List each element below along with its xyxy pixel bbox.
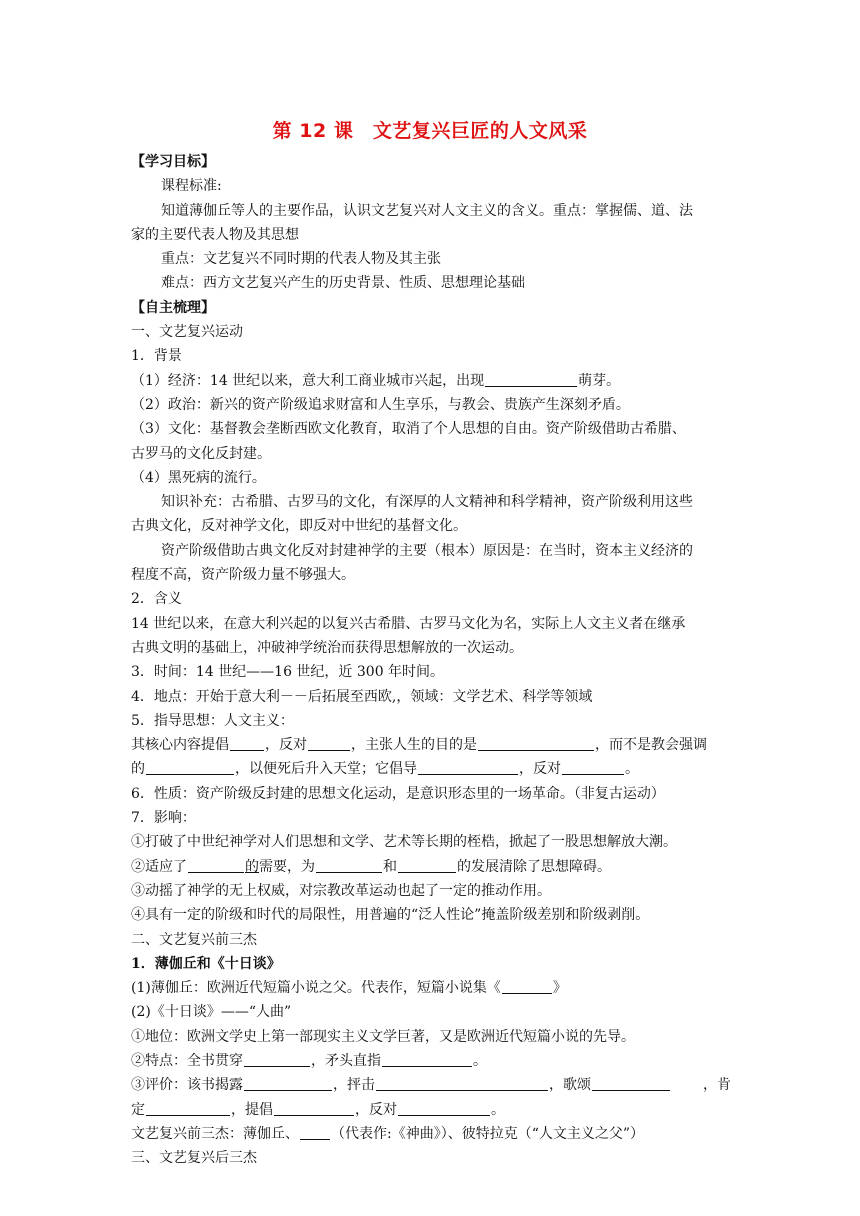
influence-item-3: ③动摇了神学的无上权威，对宗教改革运动也起了一定的推动作用。 (131, 882, 551, 899)
boccaccio-heading: 1．薄伽丘和《十日谈》 (131, 955, 281, 972)
core-blank-3[interactable] (478, 735, 594, 751)
evaluation-blank-4[interactable] (146, 1100, 230, 1116)
evaluation-text-end: ，肯 (703, 1077, 731, 1094)
influence-item-2 (131, 855, 731, 879)
evaluation-text: ，反对 (355, 1101, 397, 1118)
influence-text: 的 (245, 858, 259, 875)
core-blank-6[interactable] (562, 759, 624, 775)
core-line-2 (131, 757, 731, 781)
core-text: 。 (625, 761, 639, 778)
features-text: ，矛头直指 (311, 1052, 381, 1069)
core-text: ，反对 (265, 737, 307, 754)
evaluation-line-1 (131, 1073, 731, 1097)
background-heading: 1．背景 (131, 348, 182, 365)
core-blank-1[interactable] (230, 735, 264, 751)
influence-text: 和 (383, 858, 397, 875)
core-text: ，主张人生的目的是 (351, 737, 477, 754)
part1-heading: 一、文艺复兴运动 (131, 324, 243, 341)
core-blank-4[interactable] (146, 759, 234, 775)
page-title: 第 12 课 文艺复兴巨匠的人文风采 (272, 120, 588, 142)
features-text: ②特点：全书贯穿 (131, 1052, 243, 1069)
three-masters-line (131, 1122, 731, 1146)
meaning-line-2: 古典文明的基础上，冲破神学统治而获得思想解放的一次运动。 (131, 639, 523, 656)
influence-heading: 7．影响： (131, 810, 196, 827)
culture-line-2: 古罗马的文化反封建。 (131, 445, 271, 462)
meaning-line-1: 14 世纪以来，在意大利兴起的以复兴古希腊、古罗马文化为名，实际上人文主义者在继承 (131, 615, 686, 632)
document-body (131, 150, 731, 1170)
review-heading: 【自主梳理】 (131, 299, 215, 316)
evaluation-text: ，歌颂 (549, 1077, 591, 1094)
part2-heading: 二、文艺复兴前三杰 (131, 931, 257, 948)
features-line (131, 1049, 731, 1073)
influence-blank-3[interactable] (398, 857, 456, 873)
evaluation-text: ，抨击 (333, 1077, 375, 1094)
economy-text: （1）经济：14 世纪以来，意大利工商业城市兴起，出现 (131, 372, 485, 389)
influence-item-1: ①打破了中世纪神学对人们思想和文学、艺术等长期的桎梏，掀起了一股思想解放大潮。 (131, 834, 677, 851)
thought-heading: 5．指导思想：人文主义： (131, 712, 294, 729)
evaluation-blank-5[interactable] (274, 1100, 354, 1116)
key-point: 重点：文艺复兴不同时期的代表人物及其主张 (161, 251, 441, 268)
core-line-1 (131, 733, 731, 757)
decameron-heading: (2)《十日谈》——“人曲” (131, 1004, 292, 1021)
meaning-heading: 2．含义 (131, 591, 182, 608)
evaluation-blank-3[interactable] (592, 1075, 670, 1091)
standard-text-line-1: 知道薄伽丘等人的主要作品，认识文艺复兴对人文主义的含义。重点：掌握儒、道、法 (161, 202, 693, 219)
reason-line-2: 程度不高，资产阶级力量不够强大。 (131, 567, 355, 584)
core-blank-2[interactable] (308, 735, 350, 751)
goals-heading: 【学习目标】 (131, 154, 215, 170)
boccaccio-blank[interactable] (502, 978, 552, 994)
features-blank-2[interactable] (382, 1051, 472, 1067)
core-text: 的 (131, 761, 145, 778)
part3-heading: 三、文艺复兴后三杰 (131, 1150, 257, 1167)
influence-blank-1[interactable] (188, 857, 244, 873)
status-line: ①地位：欧洲文学史上第一部现实主义文学巨著，又是欧洲近代短篇小说的先导。 (131, 1028, 635, 1045)
influence-item-4: ④具有一定的阶级和时代的局限性，用普遍的“泛人性论”掩盖阶级差别和阶级剥削。 (131, 907, 650, 924)
economy-blank[interactable] (485, 371, 577, 387)
core-text: ，而不是教会强调 (595, 737, 707, 754)
evaluation-text: ③评价：该书揭露 (131, 1077, 243, 1094)
evaluation-line-2 (131, 1098, 731, 1122)
evaluation-blank-1[interactable] (244, 1075, 332, 1091)
evaluation-text: 。 (491, 1101, 505, 1118)
core-blank-5[interactable] (418, 759, 518, 775)
core-text: 其核心内容提倡 (131, 737, 229, 754)
supplement-line-1: 知识补充：古希腊、古罗马的文化，有深厚的人文精神和科学精神，资产阶级利用这些 (161, 494, 693, 511)
culture-line-1: （3）文化：基督教会垄断西欧文化教育，取消了个人思想的自由。资产阶级借助古希腊、 (131, 421, 686, 438)
three-masters-text: （代表作:《神曲》）、彼特拉克（“人文主义之父”） (331, 1125, 645, 1142)
features-blank-1[interactable] (244, 1051, 310, 1067)
core-text: ，反对 (519, 761, 561, 778)
standard-text-line-2: 家的主要代表人物及其思想 (131, 226, 299, 243)
evaluation-blank-2[interactable] (376, 1075, 548, 1091)
influence-text: 的发展清除了思想障碍。 (457, 858, 611, 875)
boccaccio-text: 》 (552, 980, 567, 997)
three-masters-blank[interactable] (300, 1124, 330, 1140)
influence-text: ②适应了 (131, 858, 187, 875)
supplement-line-2: 古典文化，反对神学文化，即反对中世纪的基督文化。 (131, 518, 467, 535)
politics-line: （2）政治：新兴的资产阶级追求财富和人生享乐，与教会、贵族产生深刻矛盾。 (131, 396, 630, 413)
reason-line-1: 资产阶级借助古典文化反对封建神学的主要（根本）原因是：在当时，资本主义经济的 (161, 542, 693, 559)
difficulty-point: 难点：西方文艺复兴产生的历史背景、性质、思想理论基础 (161, 275, 525, 292)
place-line: 4．地点：开始于意大利－－后拓展至西欧,，领域：文学艺术、科学等领域 (131, 688, 593, 705)
influence-text: 需要，为 (259, 858, 315, 875)
evaluation-blank-6[interactable] (398, 1100, 490, 1116)
time-line: 3．时间：14 世纪——16 世纪，近 300 年时间。 (131, 664, 445, 681)
evaluation-text: 定 (131, 1101, 145, 1118)
core-text: ，以便死后升入天堂；它倡导 (235, 761, 417, 778)
features-text: 。 (473, 1052, 487, 1069)
evaluation-text: ，提倡 (231, 1101, 273, 1118)
plague-line: （4）黑死病的流行。 (131, 469, 266, 486)
boccaccio-line (131, 976, 731, 1000)
economy-text-end: 萌芽。 (578, 372, 621, 389)
standard-label: 课程标准: (161, 178, 222, 195)
three-masters-text: 文艺复兴前三杰：薄伽丘、 (131, 1125, 299, 1142)
economy-line (131, 369, 731, 393)
boccaccio-text: (1)薄伽丘：欧洲近代短篇小说之父。代表作，短篇小说集《 (131, 980, 501, 997)
nature-line: 6．性质：资产阶级反封建的思想文化运动，是意识形态里的一场革命。（非复古运动） (131, 785, 665, 802)
evaluation-group (131, 1073, 671, 1097)
influence-blank-2[interactable] (316, 857, 382, 873)
